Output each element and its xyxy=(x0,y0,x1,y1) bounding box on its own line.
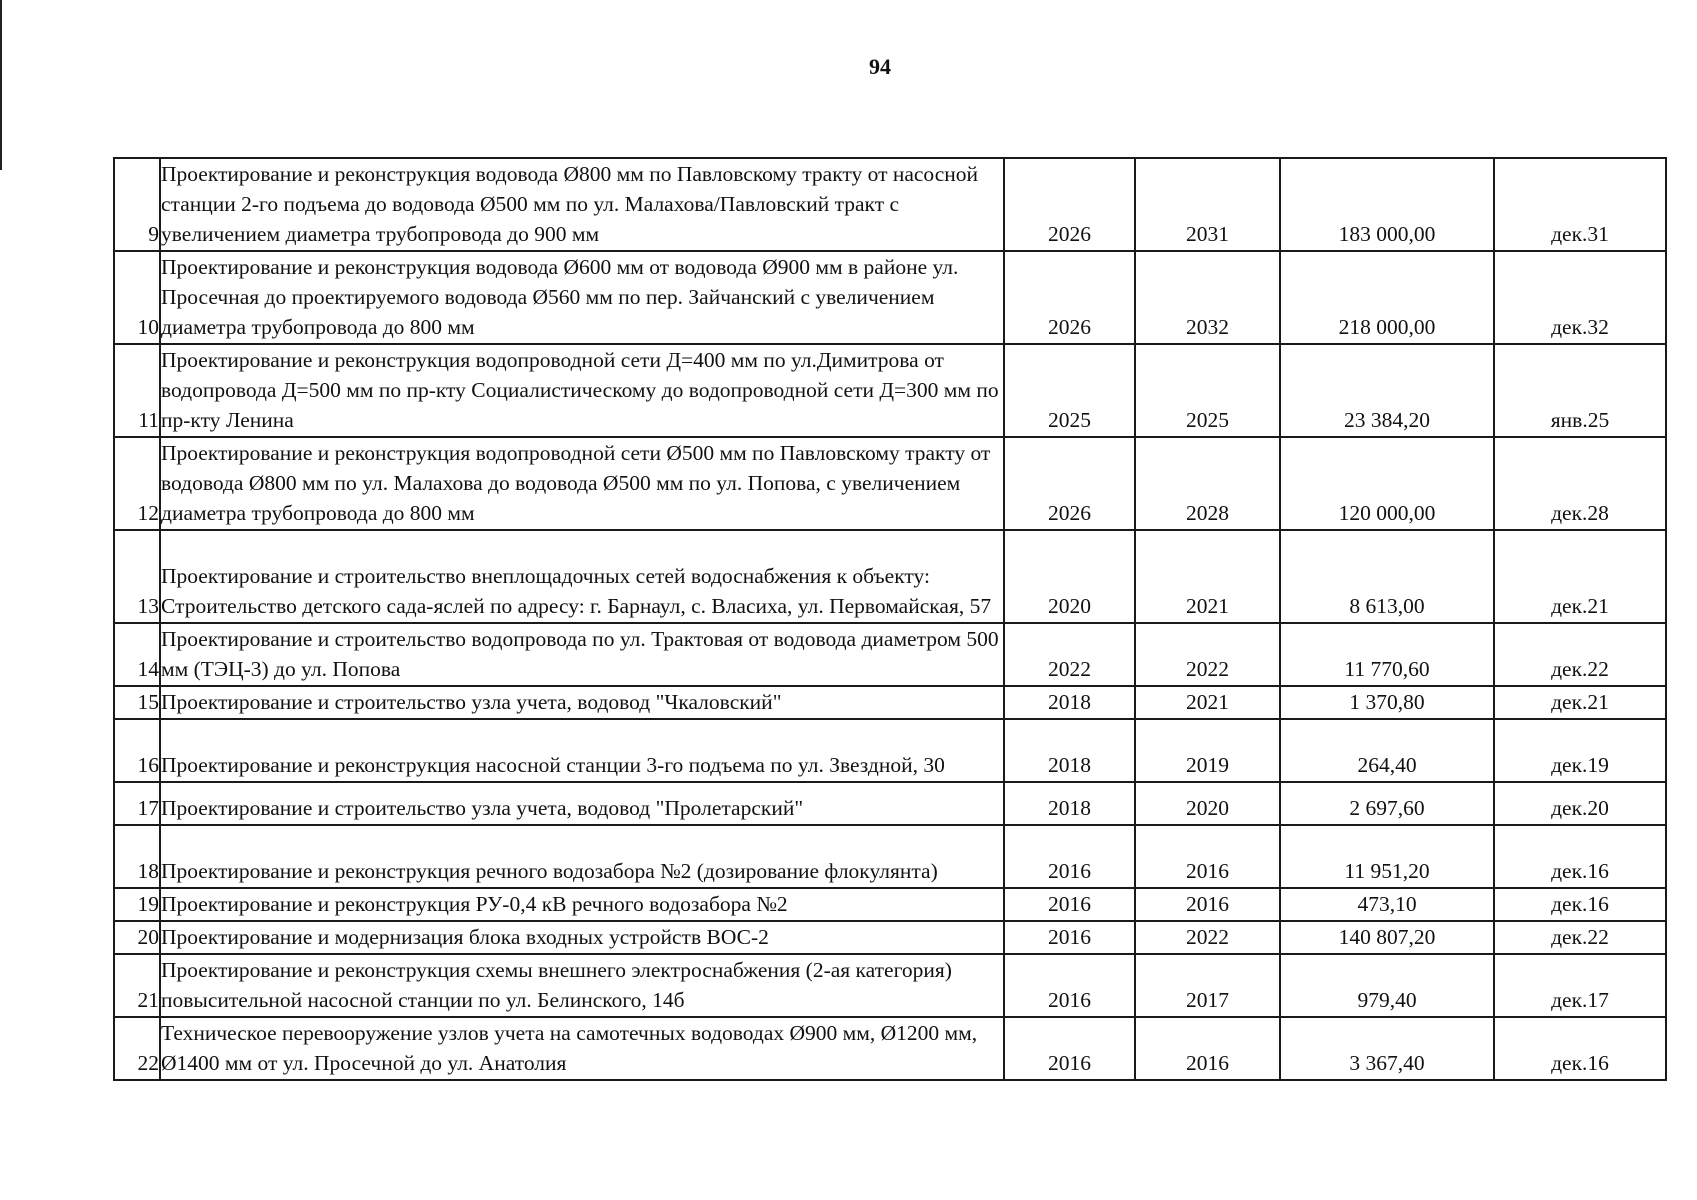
start-year: 2026 xyxy=(1004,158,1135,251)
completion-date: дек.20 xyxy=(1494,782,1666,825)
project-description: Проектирование и реконструкция насосной станции 3-го подъема по ул. Звездной, 30 xyxy=(160,719,1004,782)
cost-value: 23 384,20 xyxy=(1280,344,1494,437)
table-row xyxy=(114,344,1666,437)
cost-value: 11 951,20 xyxy=(1280,825,1494,888)
start-year: 2026 xyxy=(1004,437,1135,530)
start-year: 2020 xyxy=(1004,530,1135,623)
completion-date: дек.19 xyxy=(1494,719,1666,782)
completion-date: дек.21 xyxy=(1494,686,1666,719)
table-row xyxy=(114,530,1666,623)
cost-value: 218 000,00 xyxy=(1280,251,1494,344)
project-description: Проектирование и строительство узла учета, водовод "Чкаловский" xyxy=(160,686,1004,719)
end-year: 2022 xyxy=(1135,921,1280,954)
project-description: Проектирование и модернизация блока входных устройств ВОС-2 xyxy=(160,921,1004,954)
row-number: 9 xyxy=(114,158,160,251)
end-year: 2031 xyxy=(1135,158,1280,251)
project-description: Проектирование и реконструкция водопроводной сети Ø500 мм по Павловскому тракту от водовода Ø800 мм по ул. Малахова до водовода Ø500 мм по ул. Попова, с увеличением диаметра трубопровода до 800 мм xyxy=(160,437,1004,530)
table-row xyxy=(114,158,1666,251)
row-number: 10 xyxy=(114,251,160,344)
project-description: Проектирование и реконструкция речного водозабора №2 (дозирование флокулянта) xyxy=(160,825,1004,888)
start-year: 2016 xyxy=(1004,921,1135,954)
table-row xyxy=(114,719,1666,782)
cost-value: 140 807,20 xyxy=(1280,921,1494,954)
table-row xyxy=(114,825,1666,888)
end-year: 2022 xyxy=(1135,623,1280,686)
cost-value: 3 367,40 xyxy=(1280,1017,1494,1080)
table-row xyxy=(114,686,1666,719)
completion-date: дек.31 xyxy=(1494,158,1666,251)
row-number: 16 xyxy=(114,719,160,782)
row-number: 17 xyxy=(114,782,160,825)
cost-value: 473,10 xyxy=(1280,888,1494,921)
project-description: Проектирование и реконструкция водовода Ø600 мм от водовода Ø900 мм в районе ул. Просечная до проектируемого водовода Ø560 мм по пер. Зайчанский с увеличением диаметра трубопровода до 800 мм xyxy=(160,251,1004,344)
completion-date: дек.17 xyxy=(1494,954,1666,1017)
row-number: 21 xyxy=(114,954,160,1017)
start-year: 2025 xyxy=(1004,344,1135,437)
end-year: 2019 xyxy=(1135,719,1280,782)
project-description: Проектирование и строительство водопровода по ул. Трактовая от водовода диаметром 500 мм (ТЭЦ-3) до ул. Попова xyxy=(160,623,1004,686)
cost-value: 120 000,00 xyxy=(1280,437,1494,530)
completion-date: дек.21 xyxy=(1494,530,1666,623)
row-number: 14 xyxy=(114,623,160,686)
completion-date: дек.22 xyxy=(1494,921,1666,954)
table-row xyxy=(114,251,1666,344)
end-year: 2021 xyxy=(1135,530,1280,623)
page-number: 94 xyxy=(869,54,891,79)
table-row xyxy=(114,623,1666,686)
cost-value: 1 370,80 xyxy=(1280,686,1494,719)
start-year: 2026 xyxy=(1004,251,1135,344)
scan-edge-line xyxy=(0,0,2,170)
completion-date: дек.16 xyxy=(1494,888,1666,921)
end-year: 2028 xyxy=(1135,437,1280,530)
row-number: 18 xyxy=(114,825,160,888)
project-description: Проектирование и строительство узла учета, водовод "Пролетарский" xyxy=(160,782,1004,825)
row-number: 11 xyxy=(114,344,160,437)
project-description: Проектирование и реконструкция РУ-0,4 кВ речного водозабора №2 xyxy=(160,888,1004,921)
end-year: 2016 xyxy=(1135,825,1280,888)
table-row xyxy=(114,921,1666,954)
start-year: 2018 xyxy=(1004,782,1135,825)
row-number: 13 xyxy=(114,530,160,623)
projects-table xyxy=(113,157,1667,1081)
completion-date: дек.16 xyxy=(1494,1017,1666,1080)
completion-date: дек.22 xyxy=(1494,623,1666,686)
row-number: 15 xyxy=(114,686,160,719)
cost-value: 979,40 xyxy=(1280,954,1494,1017)
table-row xyxy=(114,782,1666,825)
start-year: 2018 xyxy=(1004,719,1135,782)
completion-date: дек.32 xyxy=(1494,251,1666,344)
completion-date: дек.28 xyxy=(1494,437,1666,530)
project-description: Проектирование и реконструкция схемы внешнего электроснабжения (2-ая категория) повысительной насосной станции по ул. Белинского, 14б xyxy=(160,954,1004,1017)
start-year: 2018 xyxy=(1004,686,1135,719)
cost-value: 183 000,00 xyxy=(1280,158,1494,251)
start-year: 2022 xyxy=(1004,623,1135,686)
project-description: Проектирование и реконструкция водопроводной сети Д=400 мм по ул.Димитрова от водопровода Д=500 мм по пр-кту Социалистическому до водопроводной сети Д=300 мм по пр-кту Ленина xyxy=(160,344,1004,437)
completion-date: янв.25 xyxy=(1494,344,1666,437)
row-number: 22 xyxy=(114,1017,160,1080)
project-description: Проектирование и реконструкция водовода Ø800 мм по Павловскому тракту от насосной станции 2-го подъема до водовода Ø500 мм по ул. Малахова/Павловский тракт с увеличением диаметра трубопровода до 900 мм xyxy=(160,158,1004,251)
table-row xyxy=(114,888,1666,921)
table-row xyxy=(114,1017,1666,1080)
end-year: 2025 xyxy=(1135,344,1280,437)
start-year: 2016 xyxy=(1004,825,1135,888)
start-year: 2016 xyxy=(1004,1017,1135,1080)
end-year: 2032 xyxy=(1135,251,1280,344)
end-year: 2016 xyxy=(1135,888,1280,921)
start-year: 2016 xyxy=(1004,888,1135,921)
cost-value: 8 613,00 xyxy=(1280,530,1494,623)
cost-value: 11 770,60 xyxy=(1280,623,1494,686)
row-number: 19 xyxy=(114,888,160,921)
row-number: 20 xyxy=(114,921,160,954)
completion-date: дек.16 xyxy=(1494,825,1666,888)
table-row xyxy=(114,954,1666,1017)
row-number: 12 xyxy=(114,437,160,530)
end-year: 2017 xyxy=(1135,954,1280,1017)
table-row xyxy=(114,437,1666,530)
project-description: Проектирование и строительство внеплощадочных сетей водоснабжения к объекту: Строительство детского сада-яслей по адресу: г. Барнаул, с. Власиха, ул. Первомайская, 57 xyxy=(160,530,1004,623)
end-year: 2016 xyxy=(1135,1017,1280,1080)
end-year: 2021 xyxy=(1135,686,1280,719)
end-year: 2020 xyxy=(1135,782,1280,825)
cost-value: 2 697,60 xyxy=(1280,782,1494,825)
start-year: 2016 xyxy=(1004,954,1135,1017)
cost-value: 264,40 xyxy=(1280,719,1494,782)
project-description: Техническое перевооружение узлов учета на самотечных водоводах Ø900 мм, Ø1200 мм, Ø1400 мм от ул. Просечной до ул. Анатолия xyxy=(160,1017,1004,1080)
